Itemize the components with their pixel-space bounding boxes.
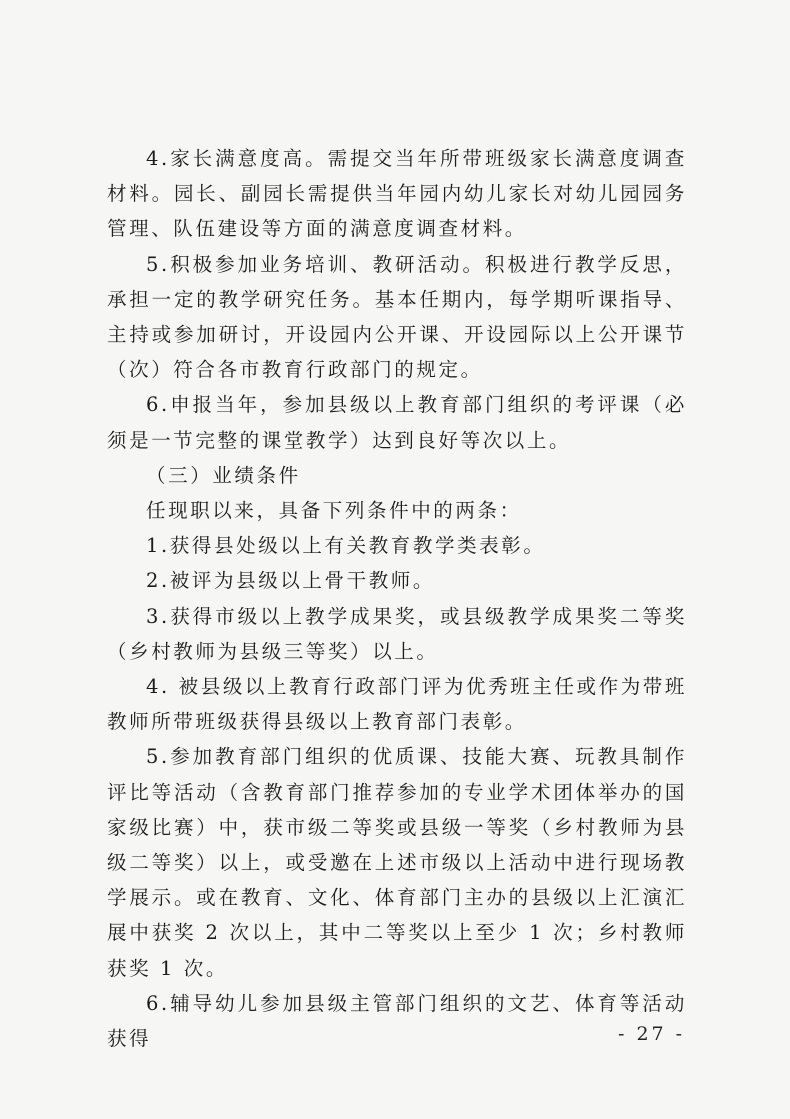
paragraph-evaluation-lesson: 6.申报当年，参加县级以上教育部门组织的考评课（必须是一节完整的课堂教学）达到良好等次以上。 — [107, 393, 687, 452]
paragraph-condition-2: 2.被评为县级以上骨干教师。 — [146, 569, 436, 593]
paragraph-condition-4: 4. 被县级以上教育行政部门评为优秀班主任或作为带班教师所带班级获得县级以上教育部门表彰。 — [107, 675, 687, 734]
paragraph-condition-5: 5.参加教育部门组织的优质课、技能大赛、玩教具制作评比等活动（含教育部门推荐参加的专业学术团体举办的国家级比赛）中，获市级二等奖或县级一等奖（乡村教师为县级二等奖）以上，或受邀在上述市级以上活动中进行现场教学展示。或在教育、文化、体育部门主办的县级以上汇演汇展中获奖 2 次以上，其中二等奖以上至少 1 次；乡村教师获奖 1 次。 — [107, 745, 687, 980]
paragraph-condition-6: 6.辅导幼儿参加县级主管部门组织的文艺、体育等活动获得 — [107, 991, 687, 1051]
paragraph-parent-satisfaction: 4.家长满意度高。需提交当年所带班级家长满意度调查材料。园长、副园长需提供当年园内幼儿家长对幼儿园园务管理、队伍建设等方面的满意度调查材料。 — [107, 147, 687, 241]
paragraph-training-research: 5.积极参加业务培训、教研活动。积极进行教学反思，承担一定的教学研究任务。基本任期内，每学期听课指导、主持或参加研讨，开设园内公开课、开设园际以上公开课节（次）符合各市教育行政部门的规定。 — [107, 252, 687, 382]
paragraph-conditions-intro: 任现职以来，具备下列条件中的两条： — [146, 499, 522, 523]
document-body — [107, 141, 687, 1056]
paragraph-condition-1: 1.获得县处级以上有关教育教学类表彰。 — [146, 534, 546, 558]
paragraph-condition-3: 3.获得市级以上教学成果奖，或县级教学成果奖二等奖（乡村教师为县级三等奖）以上。 — [107, 604, 687, 663]
section-heading-performance: （三）业绩条件 — [146, 463, 301, 487]
page-number: - 27 - — [618, 1023, 686, 1045]
